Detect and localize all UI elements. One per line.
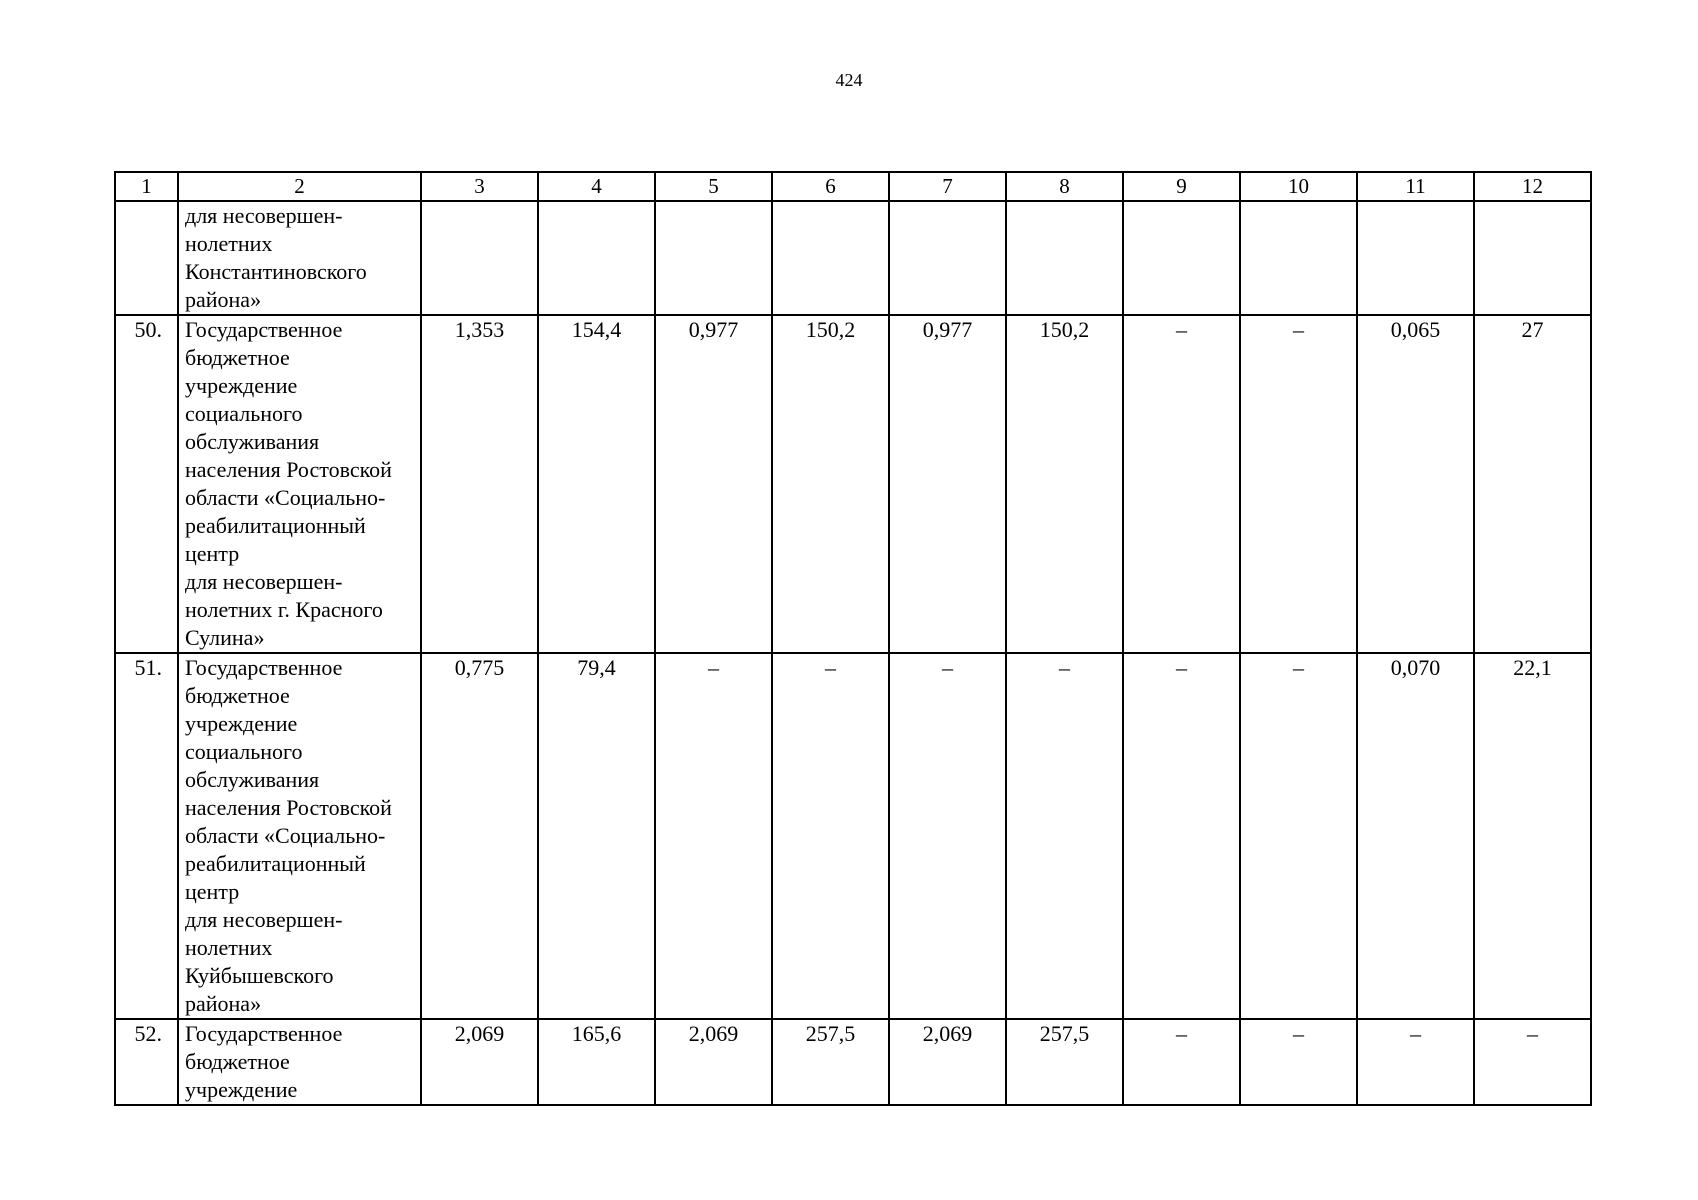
- cell-value: 150,2: [1006, 315, 1123, 653]
- column-header: 10: [1240, 172, 1357, 201]
- column-header: 2: [178, 172, 421, 201]
- cell-value: –: [1123, 1019, 1240, 1105]
- column-header: 1: [115, 172, 178, 201]
- table-row: [115, 315, 1591, 653]
- cell-value: [772, 201, 889, 315]
- row-number: 51.: [115, 653, 178, 1019]
- cell-value: 0,065: [1357, 315, 1474, 653]
- cell-value: –: [1123, 653, 1240, 1019]
- column-header: 4: [538, 172, 655, 201]
- row-number: 50.: [115, 315, 178, 653]
- cell-value: 154,4: [538, 315, 655, 653]
- cell-value: 257,5: [1006, 1019, 1123, 1105]
- cell-value: [1006, 201, 1123, 315]
- cell-value: 2,069: [889, 1019, 1006, 1105]
- cell-value: [889, 201, 1006, 315]
- institution-name: Государственное бюджетное учреждение социального обслуживания населения Ростовской области «Социально- реабилитационный центр для несовершен- нолетних Куйбышевского района»: [178, 653, 421, 1019]
- column-header: 5: [655, 172, 772, 201]
- institution-name: Государственное бюджетное учреждение социального обслуживания населения Ростовской области «Социально- реабилитационный центр для несовершен- нолетних г. Красного Сулина»: [178, 315, 421, 653]
- column-header: 11: [1357, 172, 1474, 201]
- cell-value: 2,069: [421, 1019, 538, 1105]
- cell-value: –: [1240, 653, 1357, 1019]
- column-header: 7: [889, 172, 1006, 201]
- cell-value: –: [1240, 1019, 1357, 1105]
- data-table: [114, 171, 1592, 1106]
- column-header: 8: [1006, 172, 1123, 201]
- column-number-row: [115, 172, 1591, 201]
- cell-value: –: [1240, 315, 1357, 653]
- cell-value: 27: [1474, 315, 1591, 653]
- cell-value: [421, 201, 538, 315]
- cell-value: –: [889, 653, 1006, 1019]
- cell-value: 257,5: [772, 1019, 889, 1105]
- cell-value: [1123, 201, 1240, 315]
- column-header: 9: [1123, 172, 1240, 201]
- cell-value: 0,775: [421, 653, 538, 1019]
- table-row: [115, 201, 1591, 315]
- cell-value: –: [655, 653, 772, 1019]
- cell-value: 0,977: [655, 315, 772, 653]
- cell-value: 22,1: [1474, 653, 1591, 1019]
- cell-value: 0,070: [1357, 653, 1474, 1019]
- cell-value: –: [1357, 1019, 1474, 1105]
- cell-value: –: [772, 653, 889, 1019]
- column-header: 3: [421, 172, 538, 201]
- cell-value: 1,353: [421, 315, 538, 653]
- cell-value: 165,6: [538, 1019, 655, 1105]
- column-header: 12: [1474, 172, 1591, 201]
- table-row: [115, 1019, 1591, 1105]
- cell-value: 79,4: [538, 653, 655, 1019]
- cell-value: [538, 201, 655, 315]
- cell-value: 0,977: [889, 315, 1006, 653]
- cell-value: 2,069: [655, 1019, 772, 1105]
- cell-value: [655, 201, 772, 315]
- row-number: [115, 201, 178, 315]
- cell-value: –: [1474, 1019, 1591, 1105]
- row-number: 52.: [115, 1019, 178, 1105]
- table-row: [115, 653, 1591, 1019]
- cell-value: [1240, 201, 1357, 315]
- cell-value: [1474, 201, 1591, 315]
- institution-name: для несовершен- нолетних Константиновского района»: [178, 201, 421, 315]
- cell-value: [1357, 201, 1474, 315]
- cell-value: –: [1123, 315, 1240, 653]
- institution-name: Государственное бюджетное учреждение: [178, 1019, 421, 1105]
- page-number: 424: [835, 70, 863, 90]
- cell-value: –: [1006, 653, 1123, 1019]
- cell-value: 150,2: [772, 315, 889, 653]
- column-header: 6: [772, 172, 889, 201]
